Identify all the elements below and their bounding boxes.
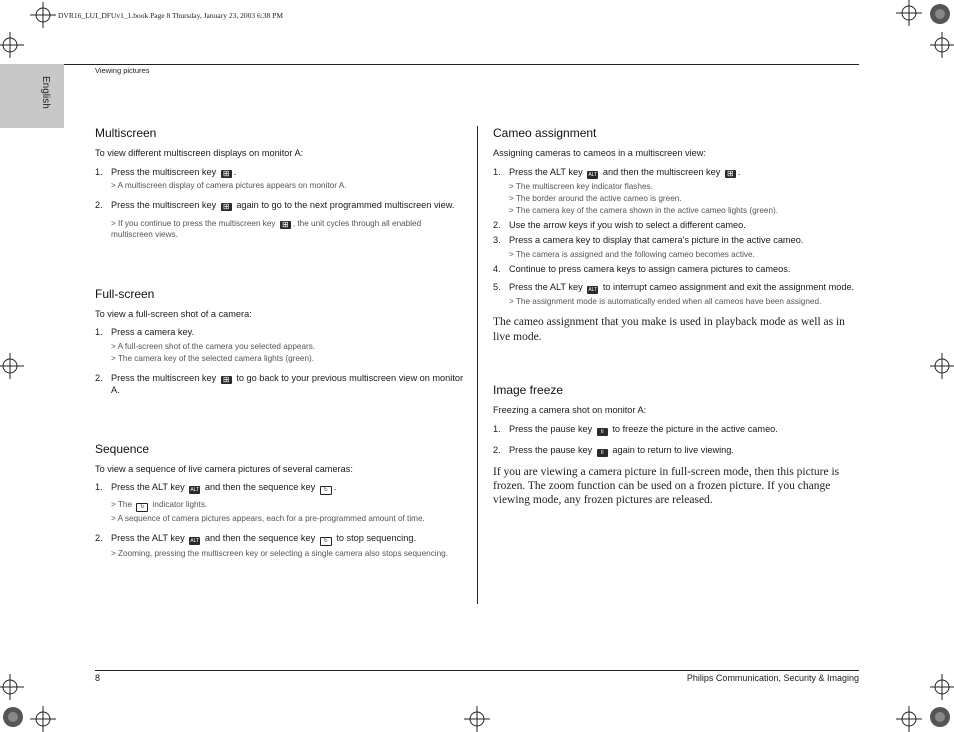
section-intro: To view a sequence of live camera pictures of several cameras:: [95, 463, 353, 474]
column-divider: [477, 126, 478, 604]
step-number: 2.: [493, 444, 501, 455]
step-text: Press the multiscreen key: [111, 200, 217, 211]
step-text: Use the arrow keys if you wish to select a different cameo.: [509, 219, 746, 230]
multiscreen-key-icon: [221, 203, 232, 211]
registration-mark-bottom-right: [896, 706, 922, 732]
step-text: Press the multiscreen key: [111, 372, 217, 383]
multiscreen-key-icon: [221, 170, 232, 178]
footer-rule: [95, 670, 859, 671]
step: [95, 372, 465, 397]
registration-mark-top-right: [896, 0, 922, 26]
section-image-freeze: [493, 382, 863, 508]
step-note: [111, 218, 465, 240]
step-number: 1.: [95, 327, 103, 338]
step-note: > A multiscreen display of camera pictures appears on monitor A.: [111, 181, 347, 191]
registration-mark-bottom-center: [464, 706, 490, 732]
step-text: and then the sequence key: [204, 482, 316, 493]
alt-key-icon: ALT: [588, 287, 598, 294]
step-text: and then the multiscreen key: [602, 166, 721, 177]
section-intro: Freezing a camera shot on monitor A:: [493, 405, 647, 416]
pause-key-icon: II: [597, 449, 608, 457]
section-title: Cameo assignment: [493, 126, 597, 140]
alt-key-icon: ALT: [190, 487, 200, 494]
sequence-key-icon: ↻: [320, 486, 332, 495]
multiscreen-key-icon: [280, 221, 291, 229]
registration-mark-right-middle: [928, 353, 954, 379]
step: [493, 444, 863, 457]
section-multiscreen: [95, 125, 465, 240]
step-note: [111, 499, 465, 512]
page-number: 8: [95, 673, 101, 683]
registration-mark-left-middle: [0, 353, 26, 379]
step-note: > A sequence of camera pictures appears, each for a pre-programmed amount of time.: [111, 514, 425, 524]
sequence-key-icon: ↻: [320, 537, 332, 546]
step-number: 1.: [493, 423, 501, 434]
step: [493, 219, 863, 231]
step-text: again to go to the next programmed multiscreen view.: [236, 200, 455, 211]
note-text: , the unit cycles through all enabled multiscreen views.: [111, 218, 422, 239]
step-text: to go back to your previous multiscreen view on monitor A.: [111, 372, 464, 396]
left-column: [95, 125, 465, 567]
color-target-top-right: [929, 3, 951, 25]
body-paragraph: The cameo assignment that you make is used in playback mode as well as in live mode.: [493, 316, 845, 343]
section-intro: To view different multiscreen displays on monitor A:: [95, 148, 304, 159]
section-title: Image freeze: [493, 382, 564, 397]
registration-mark-top-left: [30, 2, 56, 28]
step-note: > Zooming, pressing the multiscreen key or selecting a single camera also stops sequencing.: [111, 549, 448, 559]
footer-company: Philips Communication, Security & Imaging: [686, 673, 859, 683]
sequence-key-icon: ↻: [136, 503, 148, 512]
running-head: Viewing pictures: [95, 66, 150, 75]
body-paragraph: If you are viewing a camera picture in full-screen mode, then this picture is frozen. The zoom function can be used on a frozen picture. If you change viewing mode, any frozen pictures are released.: [493, 465, 840, 507]
multiscreen-key-icon: [221, 376, 232, 384]
step-text: again to return to live viewing.: [612, 444, 734, 455]
step-note: > The border around the active cameo is green.: [509, 193, 682, 203]
step-text: Press the ALT key: [111, 533, 185, 544]
step: [493, 423, 863, 436]
step-number: 2.: [95, 533, 103, 544]
step-text: Press the pause key: [509, 444, 593, 455]
step-number: 1.: [95, 166, 103, 177]
registration-mark-right-bottom: [928, 674, 954, 700]
step-number: 2.: [493, 219, 501, 230]
step-note: > The multiscreen key indicator flashes.: [509, 181, 653, 191]
right-column: [493, 125, 863, 516]
registration-mark-right-top: [928, 32, 954, 58]
step-text: and then the sequence key: [204, 533, 316, 544]
registration-mark-left-bottom: [0, 674, 26, 700]
step: 1. Press the ALT key ALT and then the multiscreen key ⊞ .: [493, 166, 863, 179]
multiscreen-key-icon: [725, 170, 736, 178]
language-tab: [0, 64, 64, 128]
step-number: 2.: [95, 200, 103, 211]
step-number: 3.: [493, 235, 501, 246]
step-number: 1.: [95, 482, 103, 493]
section-cameo-assignment: [493, 125, 863, 344]
header-rule: [64, 64, 859, 65]
note-text: indicator lights.: [152, 500, 208, 510]
step-text: to freeze the picture in the active cameo.: [612, 423, 778, 434]
step-text: to stop sequencing.: [336, 533, 416, 544]
step-note: > The assignment mode is automatically ended when all cameos have been assigned.: [509, 297, 822, 307]
step-note: > The camera key of the camera shown in the active cameo lights (green).: [509, 205, 779, 215]
step-number: 4.: [493, 263, 501, 274]
alt-key-icon: ALT: [190, 538, 200, 545]
step: [493, 281, 863, 294]
print-header: DVR16_LUI_DFUv1_1.book Page 8 Thursday, January 23, 2003 6:38 PM: [58, 11, 283, 20]
registration-mark-left-top: [0, 32, 26, 58]
step: [95, 326, 465, 338]
section-sequence: [95, 441, 465, 560]
step-text: Press the multiscreen key: [111, 166, 217, 177]
step-text: Press the ALT key: [111, 482, 185, 493]
step: [493, 234, 863, 246]
section-title: Sequence: [95, 441, 150, 456]
step-number: 5.: [493, 282, 501, 293]
step: 1. Press the multiscreen key ⊞ .: [95, 166, 465, 178]
step-number: 1.: [493, 166, 501, 177]
step-note: > A full-screen shot of the camera you selected appears.: [111, 341, 316, 351]
language-tab-label: English: [40, 76, 51, 109]
section-intro: Assigning cameras to cameos in a multiscreen view:: [493, 148, 706, 159]
step-text: Continue to press camera keys to assign camera pictures to cameos.: [509, 263, 791, 274]
step: 1. Press the ALT key ALT and then the sequence key ↻ .: [95, 482, 337, 494]
pause-key-icon: II: [597, 428, 608, 436]
step-text: Press the ALT key: [509, 282, 583, 293]
section-fullscreen: [95, 286, 465, 397]
step-note: > The camera is assigned and the following cameo becomes active.: [509, 249, 755, 259]
step-text: to interrupt cameo assignment and exit the assignment mode.: [602, 282, 855, 293]
step: [95, 199, 465, 211]
alt-key-icon: ALT: [588, 171, 598, 178]
step: [493, 263, 863, 275]
color-target-bottom-left: [2, 706, 24, 728]
step: [95, 532, 465, 546]
section-intro: To view a full-screen shot of a camera:: [95, 308, 252, 319]
registration-mark-bottom-left: [30, 706, 56, 732]
step-note: > The camera key of the selected camera lights (green).: [111, 353, 315, 363]
step-text: Press the pause key: [509, 423, 593, 434]
step-number: 2.: [95, 372, 103, 383]
section-title: Full-screen: [95, 286, 155, 301]
step-text: Press a camera key to display that camera's picture in the active cameo.: [509, 235, 804, 246]
note-text: > If you continue to press the multiscreen key: [111, 218, 276, 228]
color-target-bottom-right: [929, 706, 951, 728]
step-text: Press a camera key.: [111, 327, 195, 338]
note-text: > The: [111, 500, 133, 510]
section-title: Multiscreen: [95, 126, 157, 140]
step-text: Press the ALT key: [509, 166, 583, 177]
